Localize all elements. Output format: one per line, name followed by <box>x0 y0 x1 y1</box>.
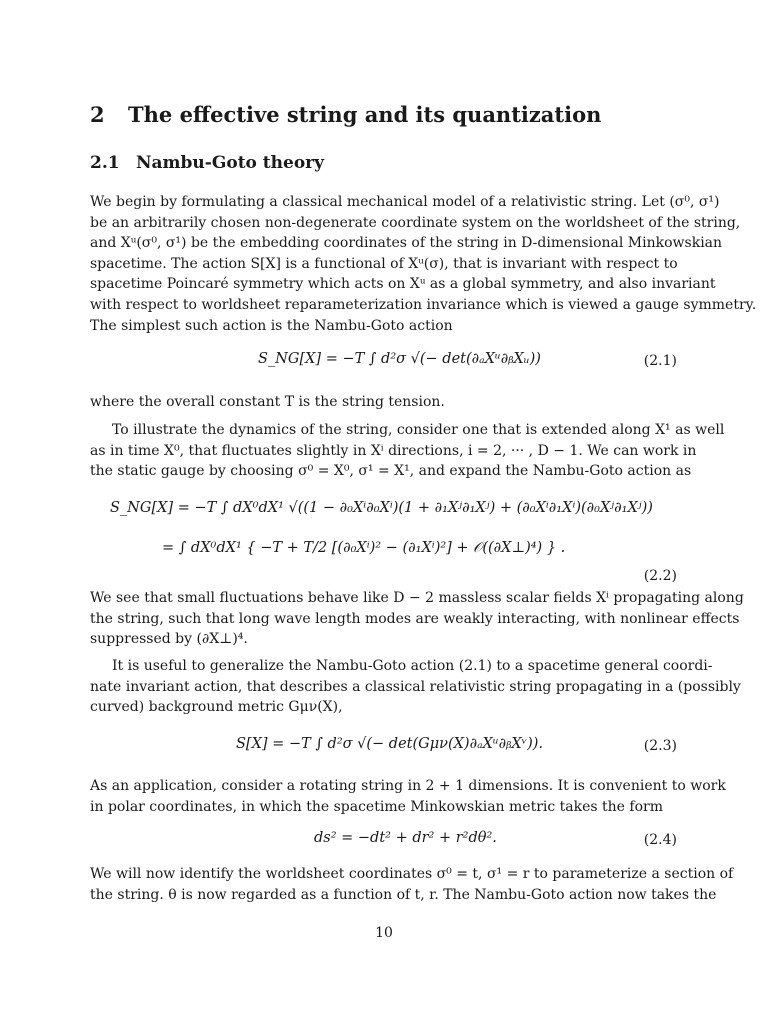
equation-body: = ∫ dX⁰dX¹ { −T + T/2 [(∂₀Xⁱ)² − (∂₁Xⁱ)²] + 𝒪((∂X⊥)⁴) } . <box>162 540 566 556</box>
text-line: As an application, consider a rotating string in 2 + 1 dimensions. It is convenient to work <box>90 778 726 794</box>
text-line: and Xᵘ(σ⁰, σ¹) be the embedding coordinates of the string in D-dimensional Minkowskian <box>90 235 723 252</box>
equation-number: (2.1) <box>643 353 677 369</box>
text-line: curved) background metric Gμν(X), <box>90 699 343 716</box>
equation-body: S_NG[X] = −T ∫ d²σ √(− det(∂ₐXᵘ∂ᵦXᵤ)) <box>258 351 541 367</box>
equation-body: S[X] = −T ∫ d²σ √(− det(Gμν(X)∂ₐXᵘ∂ᵦXᵛ)). <box>236 736 544 752</box>
section-heading <box>90 102 601 127</box>
equation-body: ds² = −dt² + dr² + r²dθ². <box>314 830 497 846</box>
text-line: spacetime. The action S[X] is a functional of Xᵘ(σ), that is invariant with respect to <box>90 255 678 272</box>
page-number: 10 <box>375 925 393 941</box>
paragraph-fluctuations <box>90 588 744 650</box>
text-line: The simplest such action is the Nambu-Goto action <box>90 317 453 334</box>
paragraph-intro <box>90 192 757 336</box>
equation-number: (2.4) <box>643 832 677 848</box>
subsection-number: 2.1 <box>90 153 120 173</box>
equation-2-1 <box>90 345 680 379</box>
text-line: To illustrate the dynamics of the string, consider one that is extended along X¹ as well <box>112 422 725 438</box>
text-line: as in time X⁰, that fluctuates slightly in Xⁱ directions, i = 2, ··· , D − 1. We can work in <box>90 442 697 459</box>
section-number: 2 <box>90 102 105 127</box>
text-line: suppressed by (∂X⊥)⁴. <box>90 631 248 648</box>
subsection-title: Nambu-Goto theory <box>136 153 325 173</box>
text-line: the string. θ is now regarded as a function of t, r. The Nambu-Goto action now takes the <box>90 886 717 903</box>
section-title: The effective string and its quantization <box>128 102 602 127</box>
equation-2-2-line-1 <box>90 494 680 528</box>
text-line: in polar coordinates, in which the spacetime Minkowskian metric takes the form <box>90 798 663 815</box>
text-line: We will now identify the worldsheet coordinates σ⁰ = t, σ¹ = r to parameterize a section of <box>90 866 734 882</box>
equation-number: (2.3) <box>643 738 677 754</box>
text-line: be an arbitrarily chosen non-degenerate coordinate system on the worldsheet of the string, <box>90 214 741 231</box>
equation-number: (2.2) <box>643 568 677 584</box>
subsection-heading <box>90 153 324 173</box>
text-line: the static gauge by choosing σ⁰ = X⁰, σ¹ = X¹, and expand the Nambu-Goto action as <box>90 463 692 480</box>
text-line: with respect to worldsheet reparameterization invariance which is viewed a gauge symmetry. <box>90 296 757 313</box>
equation-body: S_NG[X] = −T ∫ dX⁰dX¹ √((1 − ∂₀Xⁱ∂₀Xⁱ)(1 + ∂₁Xʲ∂₁Xʲ) + (∂₀Xⁱ∂₁Xⁱ)(∂₀Xʲ∂₁Xʲ)) <box>110 500 653 516</box>
text-line: It is useful to generalize the Nambu-Goto action (2.1) to a spacetime general coordi- <box>112 658 713 674</box>
paragraph-rotating-string <box>90 776 726 817</box>
text-line: the string, such that long wave length modes are weakly interacting, with nonlinear effects <box>90 610 740 627</box>
text-line: nate invariant action, that describes a classical relativistic string propagating in a (possibly <box>90 678 741 695</box>
paragraph-worldsheet <box>90 864 734 905</box>
paragraph-generalize <box>90 656 741 718</box>
text-line: We see that small fluctuations behave like D − 2 massless scalar fields Xⁱ propagating along <box>90 590 744 606</box>
text-line: where the overall constant T is the string tension. <box>90 394 445 410</box>
text-line: We begin by formulating a classical mechanical model of a relativistic string. Let (σ⁰, σ¹) <box>90 194 720 210</box>
paragraph-tension <box>90 392 680 413</box>
paragraph-static-gauge <box>90 420 725 482</box>
equation-2-4 <box>90 824 680 858</box>
equation-2-3 <box>90 730 680 764</box>
text-line: spacetime Poincaré symmetry which acts on Xᵘ as a global symmetry, and also invariant <box>90 276 716 293</box>
